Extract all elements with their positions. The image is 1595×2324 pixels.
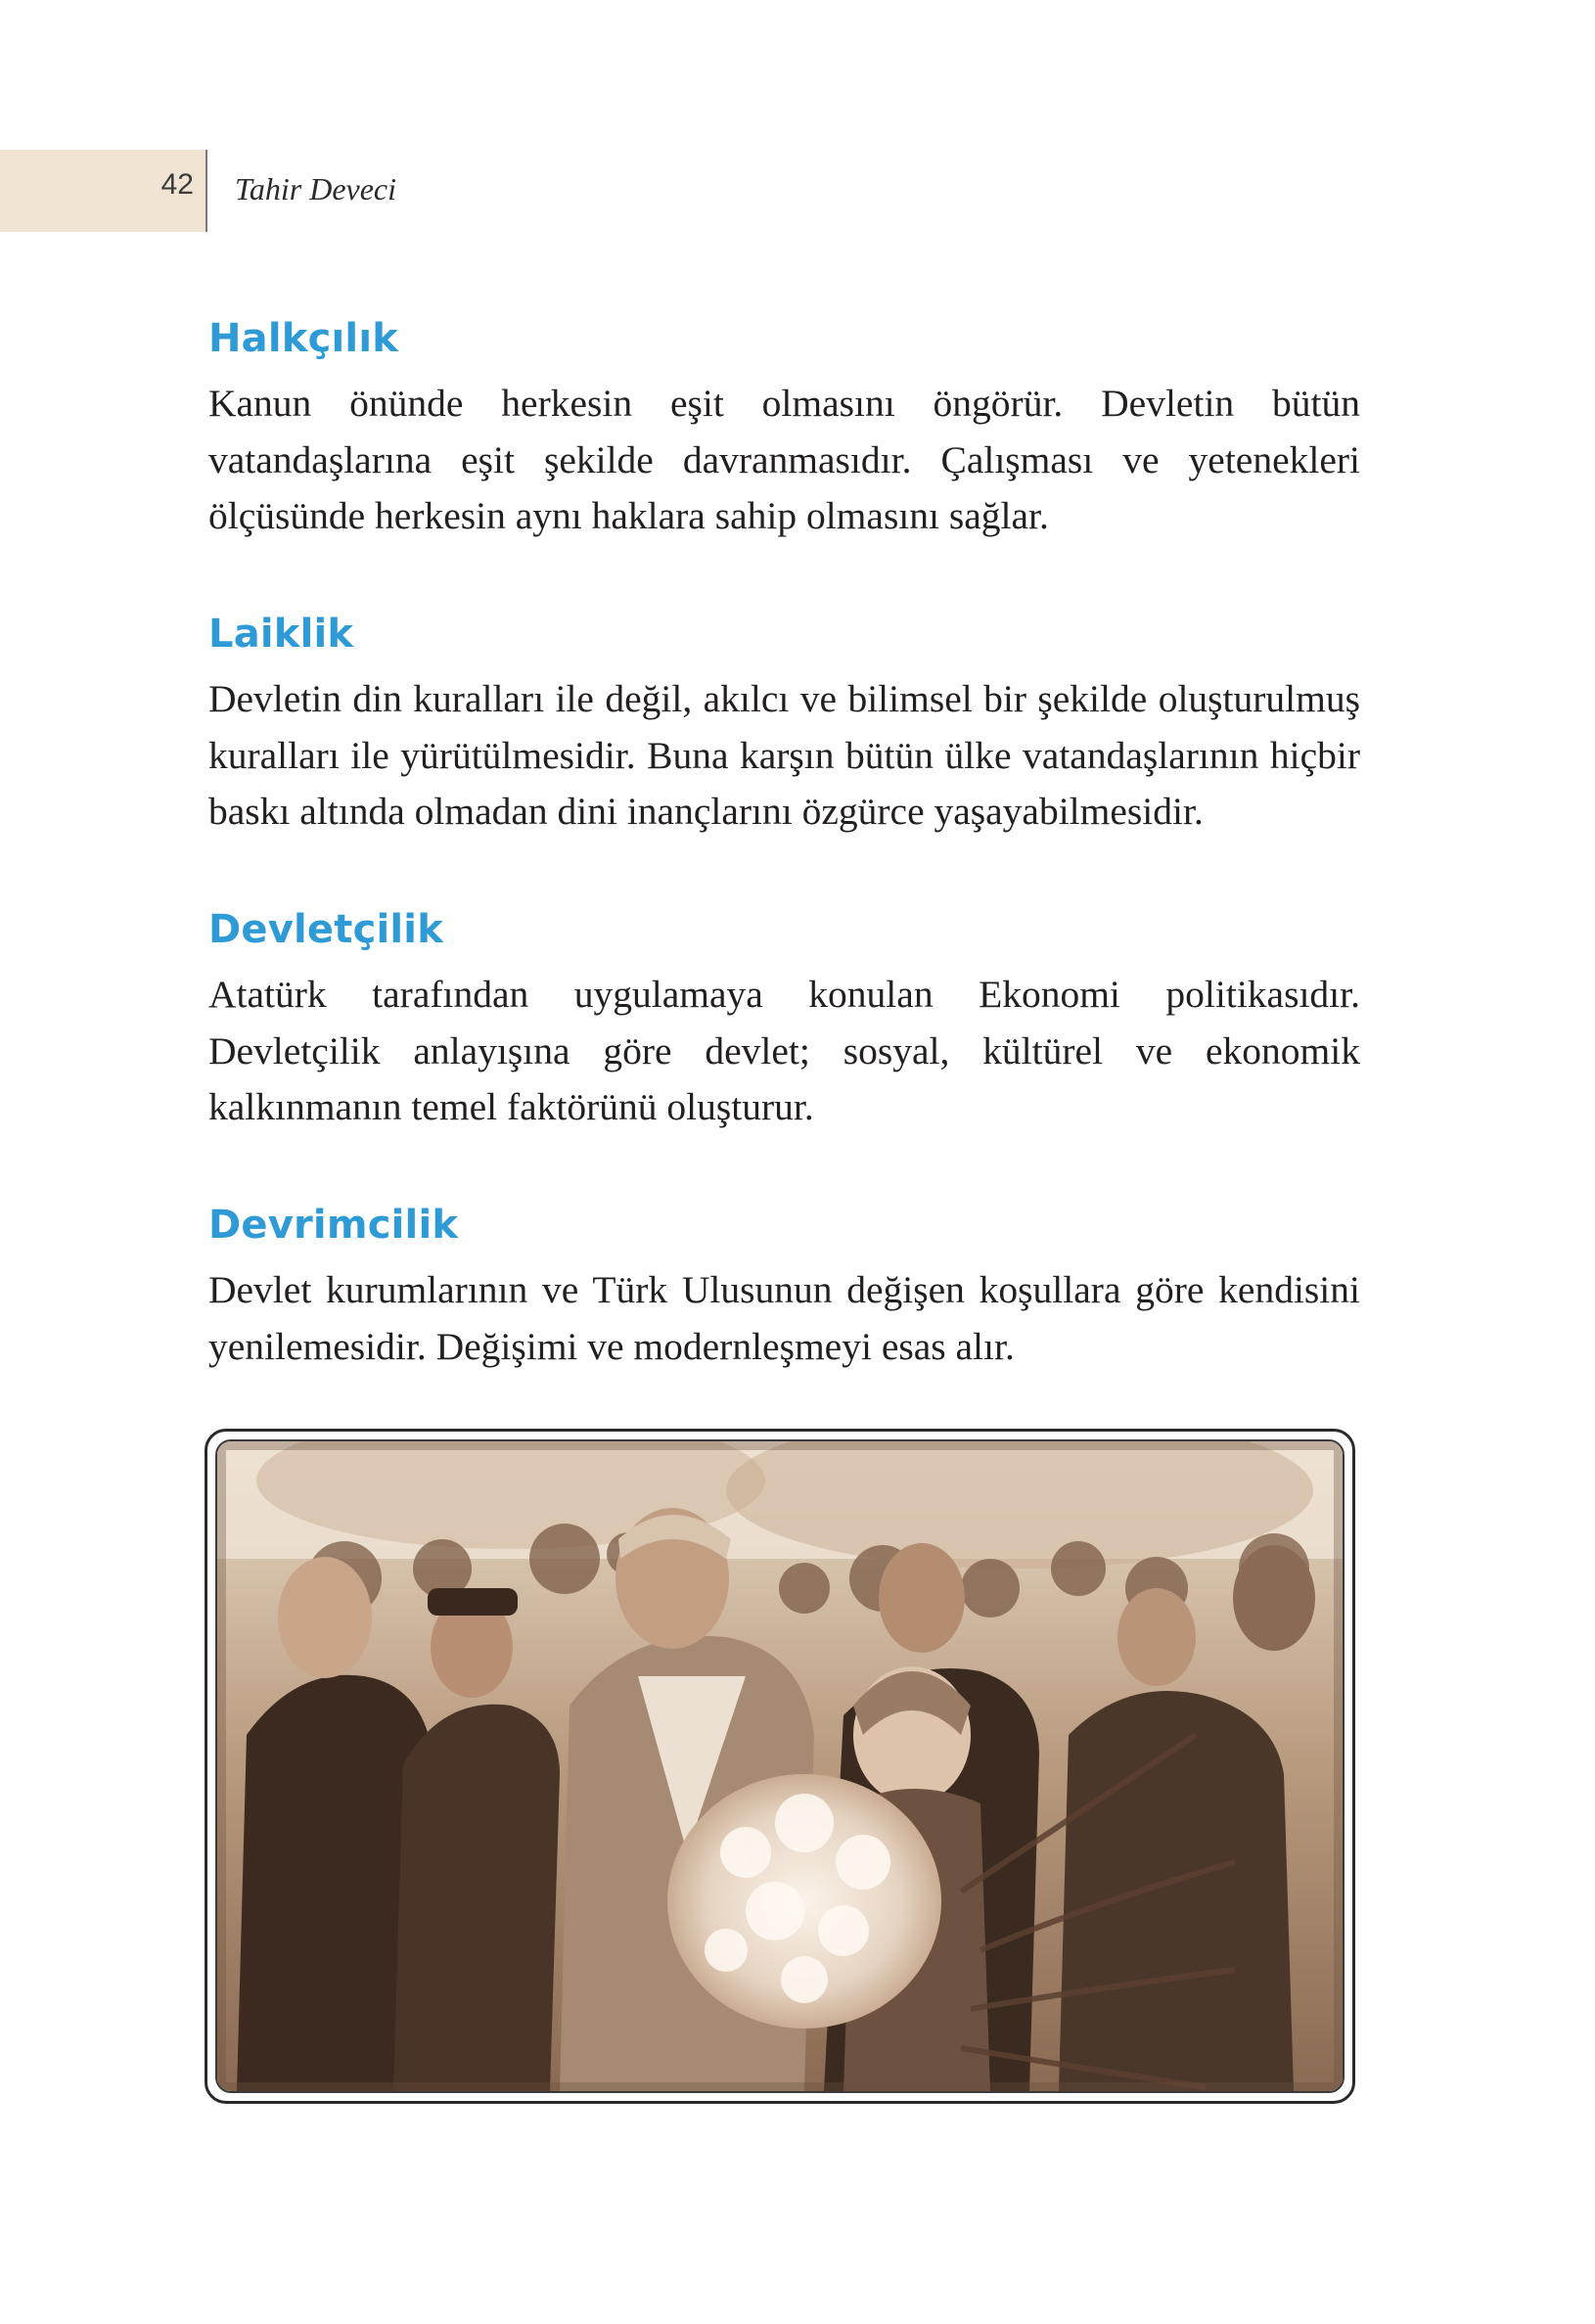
photo-frame <box>205 1429 1355 2104</box>
section-devrimcilik <box>208 1198 1360 1375</box>
header-divider <box>205 150 207 232</box>
section-body: Devletin din kuralları ile değil, akılcı ve bilimsel bir şekilde oluşturulmuş kuralları ile yürütülmesidir. Buna karşın bütün ülke vatandaşlarının hiçbir baskı altında olmadan dini inançlarını özgürce yaşayabilmesidir. <box>208 677 1360 833</box>
section-heading: Laiklik <box>208 612 354 657</box>
page-number: 42 <box>160 168 194 201</box>
historical-photo <box>215 1439 1344 2093</box>
section-laiklik <box>208 607 1360 841</box>
section-heading: Devletçilik <box>208 907 444 952</box>
section-body: Kanun önünde herkesin eşit olmasını öngörür. Devletin bütün vatandaşlarına eşit şekilde davranmasıdır. Çalışması ve yetenekleri ölçüsünde herkesin aynı haklara sahip olmasını sağlar. <box>208 382 1360 537</box>
section-heading: Devrimcilik <box>208 1203 459 1248</box>
section-body: Atatürk tarafından uygulamaya konulan Ekonomi politikasıdır. Devletçilik anlayışına göre devlet; sosyal, kültürel ve ekonomik kalkınmanın temel faktörünü oluşturur. <box>208 973 1360 1128</box>
running-header-author: Tahir Deveci <box>235 171 397 206</box>
section-body: Devlet kurumlarının ve Türk Ulusunun değişen koşullara göre kendisini yenilemesidir. Değişimi ve modernleşmeyi esas alır. <box>208 1268 1360 1368</box>
section-devletcilik <box>208 902 1360 1136</box>
section-halkcilik <box>208 311 1360 545</box>
sepia-photo-illustration <box>217 1441 1343 2091</box>
section-heading: Halkçılık <box>208 316 399 361</box>
